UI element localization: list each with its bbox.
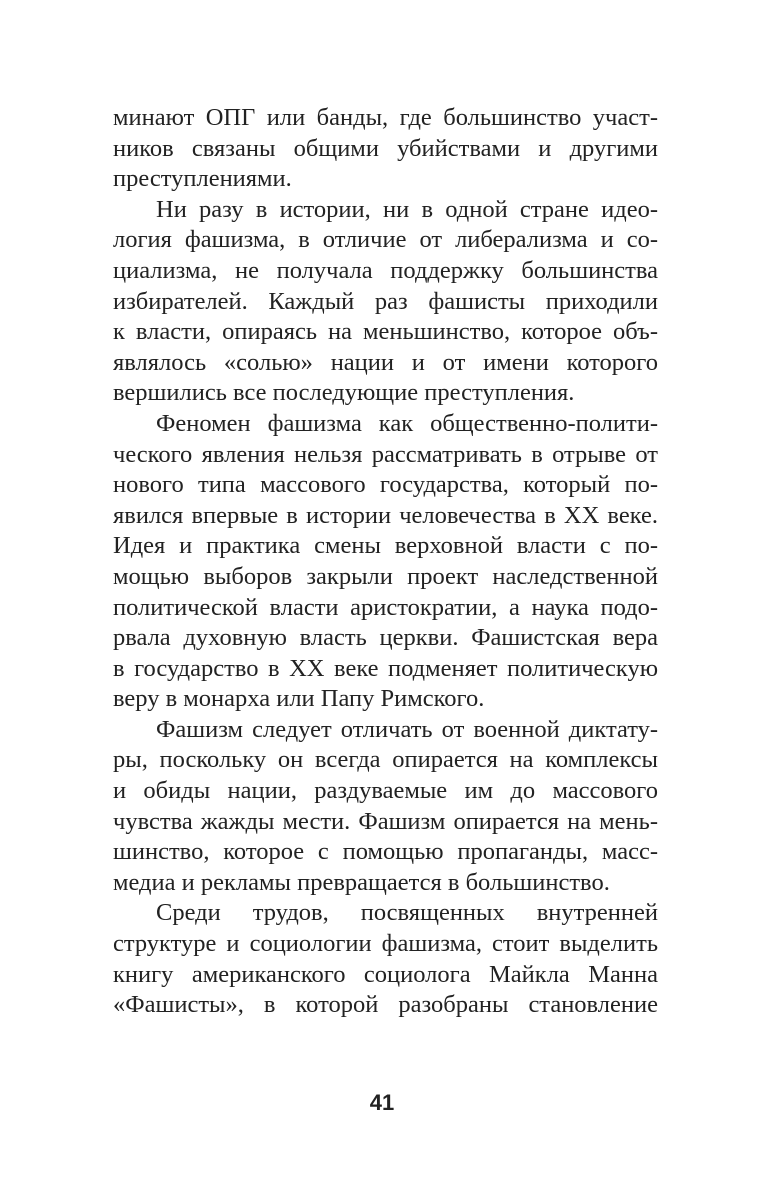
- text-line: рвала духовную власть церкви. Фашистская вера: [113, 624, 658, 652]
- text-line: и обиды нации, раздуваемые им до массового: [113, 777, 658, 805]
- text-line: медиа и рекламы превращается в большинство.: [113, 868, 610, 896]
- body-text: [113, 103, 658, 1021]
- text-line: мощью выборов закрыли проект наследственной: [113, 562, 658, 590]
- text-line: минают ОПГ или банды, где большинство участ-: [113, 104, 658, 131]
- text-line: логия фашизма, в отличие от либерализма и со-: [113, 226, 658, 254]
- text-line: структуре и социологии фашизма, стоит выделить: [113, 930, 658, 958]
- text-line: «Фашисты», в которой разобраны становление: [113, 991, 658, 1019]
- text-line: Среди трудов, посвященных внутренней: [156, 899, 658, 927]
- text-line: чувства жажды мести. Фашизм опирается на мень-: [113, 807, 658, 835]
- text-line: вершились все последующие преступления.: [113, 379, 575, 407]
- text-line: к власти, опираясь на меньшинство, которое объ-: [113, 318, 658, 346]
- text-line: ников связаны общими убийствами и другими: [113, 134, 658, 162]
- text-line: веру в монарха или Папу Римского.: [113, 685, 485, 713]
- text-line: в государство в XX веке подменяет политическую: [113, 654, 658, 682]
- text-line: Феномен фашизма как общественно-полити-: [156, 409, 658, 437]
- text-line: явился впервые в истории человечества в XX веке.: [113, 501, 658, 529]
- text-line: Ни разу в истории, ни в одной стране идео-: [156, 195, 658, 223]
- text-line: избирателей. Каждый раз фашисты приходили: [113, 287, 658, 315]
- text-line: циализма, не получала поддержку большинства: [113, 256, 658, 284]
- text-line: преступлениями.: [113, 165, 292, 193]
- text-line: Идея и практика смены верховной власти с по-: [113, 532, 658, 560]
- text-line: политической власти аристократии, а наука подо-: [113, 593, 658, 621]
- text-line: Фашизм следует отличать от военной диктату-: [156, 715, 658, 743]
- text-line: являлось «солью» нации и от имени которого: [113, 348, 658, 376]
- text-line: книгу американского социолога Майкла Манна: [113, 960, 658, 988]
- text-line: ры, поскольку он всегда опирается на комплексы: [113, 746, 658, 774]
- text-line: нового типа массового государства, который по-: [113, 471, 658, 499]
- text-line: ческого явления нельзя рассматривать в отрыве от: [113, 440, 658, 468]
- text-line: шинство, которое с помощью пропаганды, масс-: [113, 838, 658, 866]
- page-number: 41: [369, 1090, 395, 1115]
